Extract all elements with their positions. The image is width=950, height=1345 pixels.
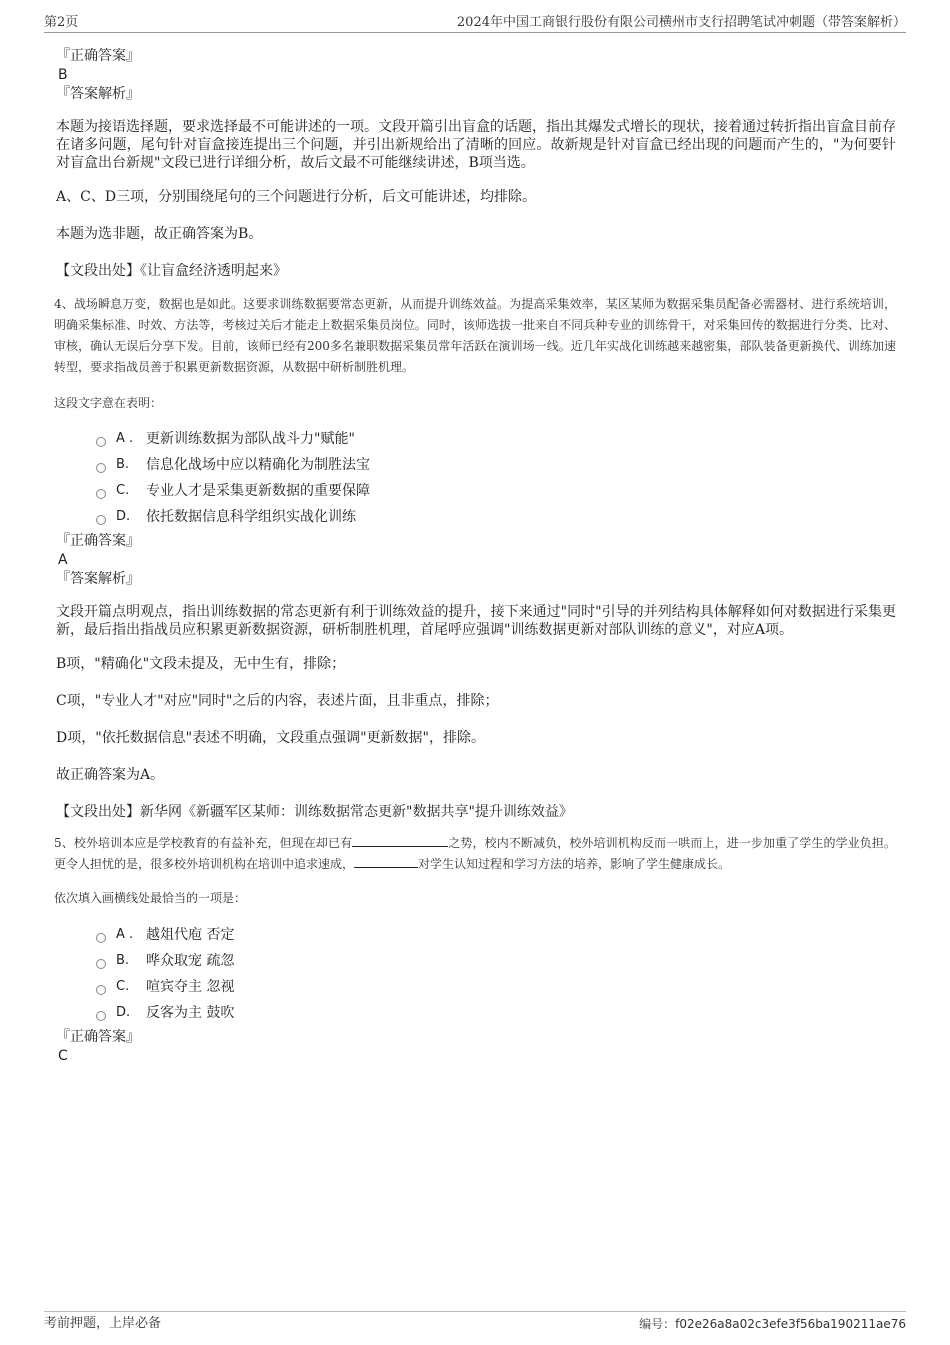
question-text: 5、校外培训本应是学校教育的有益补充，但现在却已有 之势，校内不断减负，校外培训机构反而一哄而上，进一步加重了学生的学业负担。更令人担忧的是，很多校外培训机构在培训中追求速成， 对学生认知过程和学习方法的培养，影响了学生健康成长。 <box>54 836 896 871</box>
question-prompt: 依次填入画横线处最恰当的一项是： <box>54 891 247 905</box>
analysis-paragraph: C项，"专业人才"对应"同时"之后的内容，表述片面，且非重点，排除； <box>56 693 499 709</box>
radio-icon[interactable] <box>96 959 106 969</box>
option-b[interactable]: B. 哗众取宠 疏忽 <box>96 948 896 974</box>
fill-blank <box>352 834 448 847</box>
radio-icon[interactable] <box>96 933 106 943</box>
question-text: 4、战场瞬息万变，数据也是如此。这要求训练数据要常态更新，从而提升训练效益。为提高采集效率，某区某师为数据采集员配备必需器材、进行系统培训，明确采集标准、时效、方法等，考核过关后才能走上数据采集员岗位。同时，该师选拔一批来自不同兵种专业的训练骨干，对采集回传的数据进行分类、比对、审核，确认无误后分享下发。目前，该师已经有200多名兼职数据采集员常年活跃在演训场一线。近几年实战化训练越来越密集，部队装备更新换代、训练加速转型，要求指战员善于积累更新数据资源，从数据中研析制胜机理。 <box>54 297 896 374</box>
correct-answer-label: 『正确答案』 <box>56 1029 140 1045</box>
analysis-paragraph: 文段开篇点明观点，指出训练数据的常态更新有利于训练效益的提升，接下来通过"同时"引导的并列结构具体解释如何对数据进行采集更新，最后指出指战员应积累更新数据资源，研析制胜机理，首尾呼应强调"训练数据更新对部队训练的意义"，对应A项。 <box>56 604 896 638</box>
source-citation: 【文段出处】新华网《新疆军区某师：训练数据常态更新"数据共享"提升训练效益》 <box>56 804 573 820</box>
correct-answer: C <box>58 1048 68 1064</box>
options-list <box>96 426 896 530</box>
question-prompt: 这段文字意在表明： <box>54 396 163 410</box>
page-footer <box>44 1311 906 1334</box>
analysis-label: 『答案解析』 <box>56 86 140 102</box>
correct-answer-label: 『正确答案』 <box>56 48 140 64</box>
analysis-label: 『答案解析』 <box>56 571 140 587</box>
radio-icon[interactable] <box>96 489 106 499</box>
analysis-paragraph: 本题为接语选择题，要求选择最不可能讲述的一项。文段开篇引出盲盒的话题，指出其爆发式增长的现状，接着通过转折指出盲盒目前存在诸多问题，尾句针对盲盒接连提出三个问题，并引出新规给出了清晰的回应。故新规是针对盲盒已经出现的问题而产生的，"为何要针对盲盒出台新规"文段已进行详细分析，故后文最不可能继续讲述，B项当选。 <box>56 119 896 171</box>
page-content <box>56 47 896 1066</box>
document-code: 编号：f02e26a8a02c3efe3f56ba190211ae76 <box>639 1317 906 1331</box>
radio-icon[interactable] <box>96 515 106 525</box>
option-a[interactable]: A . 更新训练数据为部队战斗力"赋能" <box>96 426 896 452</box>
fill-blank <box>354 855 418 868</box>
correct-answer: B <box>58 67 68 83</box>
analysis-paragraph: B项，"精确化"文段未提及，无中生有，排除； <box>56 656 346 672</box>
options-list <box>96 922 896 1026</box>
option-c[interactable]: C. 喧宾夺主 忽视 <box>96 974 896 1000</box>
source-citation: 【文段出处】《让盲盒经济透明起来》 <box>56 263 287 279</box>
analysis-paragraph: A、C、D三项，分别围绕尾句的三个问题进行分析，后文可能讲述，均排除。 <box>56 189 537 205</box>
option-d[interactable]: D. 依托数据信息科学组织实战化训练 <box>96 504 896 530</box>
option-a[interactable]: A . 越俎代庖 否定 <box>96 922 896 948</box>
page-header <box>44 14 906 33</box>
analysis-paragraph: D项，"依托数据信息"表述不明确，文段重点强调"更新数据"，排除。 <box>56 730 485 746</box>
radio-icon[interactable] <box>96 985 106 995</box>
option-d[interactable]: D. 反客为主 鼓吹 <box>96 1000 896 1026</box>
analysis-paragraph: 故正确答案为A。 <box>56 767 165 783</box>
correct-answer: A <box>58 552 68 568</box>
document-title: 2024年中国工商银行股份有限公司横州市支行招聘笔试冲刺题（带答案解析） <box>456 15 906 30</box>
option-b[interactable]: B. 信息化战场中应以精确化为制胜法宝 <box>96 452 896 478</box>
analysis-paragraph: 本题为选非题，故正确答案为B。 <box>56 226 263 242</box>
footer-slogan: 考前押题，上岸必备 <box>44 1316 162 1331</box>
correct-answer-label: 『正确答案』 <box>56 533 140 549</box>
radio-icon[interactable] <box>96 463 106 473</box>
radio-icon[interactable] <box>96 1011 106 1021</box>
radio-icon[interactable] <box>96 437 106 447</box>
option-c[interactable]: C. 专业人才是采集更新数据的重要保障 <box>96 478 896 504</box>
page-number: 第2页 <box>44 15 79 30</box>
